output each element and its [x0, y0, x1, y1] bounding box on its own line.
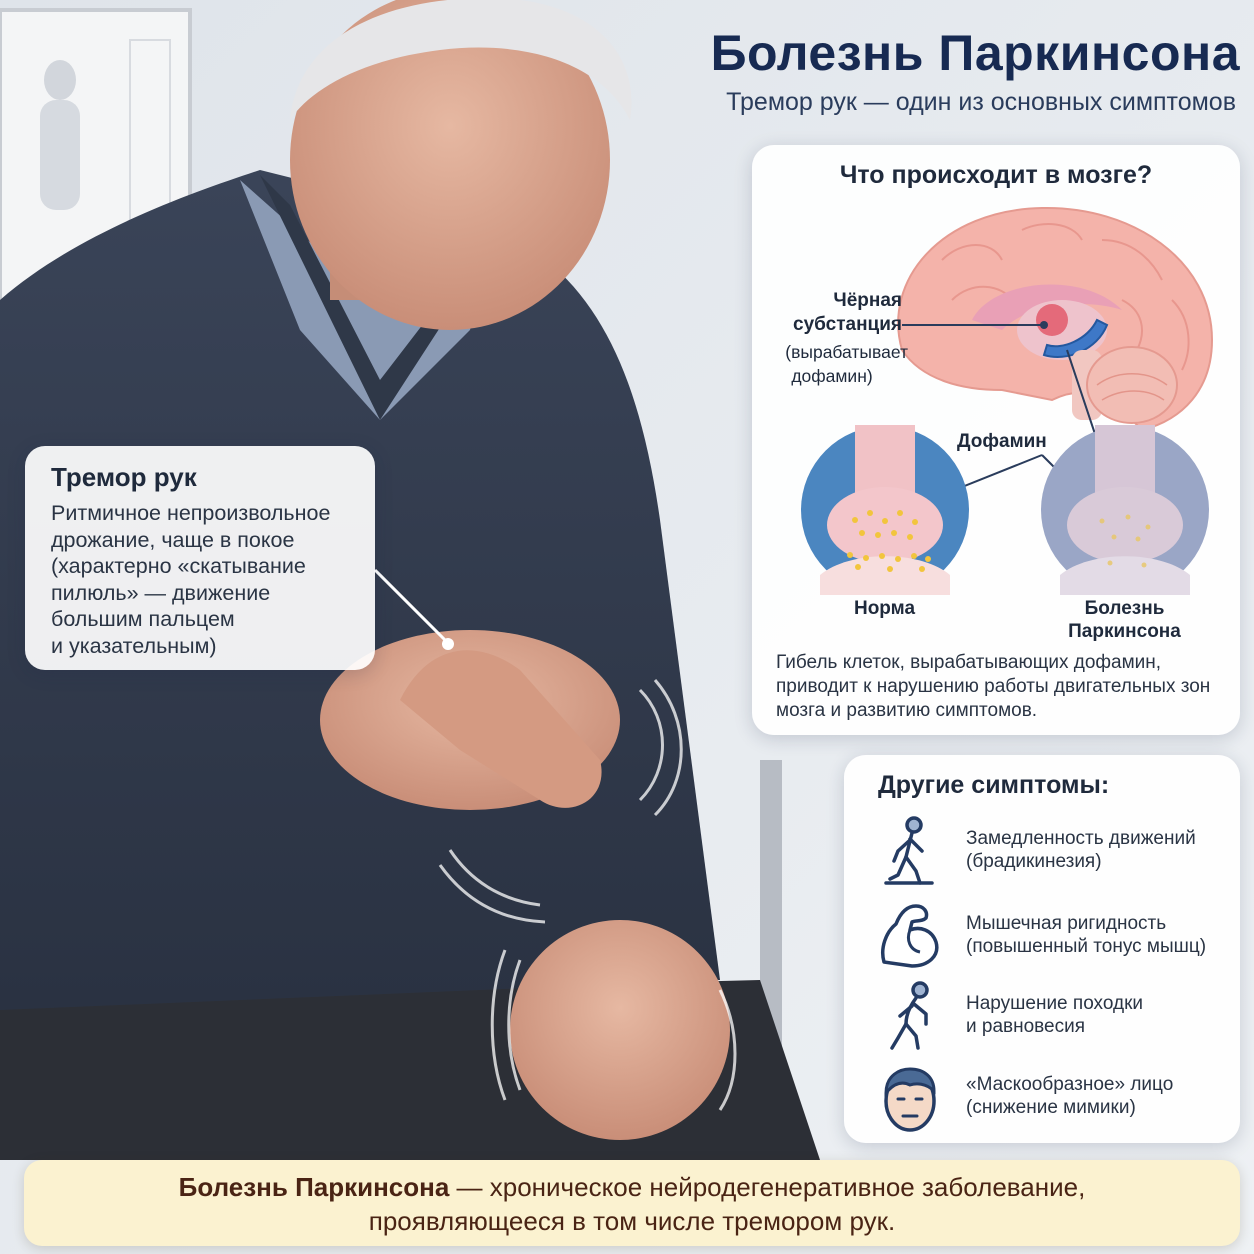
symptom-item [844, 980, 1240, 1058]
slow-walking-person-icon [876, 815, 946, 889]
tremor-info-card [25, 446, 375, 670]
brain-panel-heading: Что происходит в мозге? [839, 161, 1153, 189]
substantia-note-1: (вырабатывает [785, 342, 908, 362]
symptom-item [844, 815, 1240, 893]
footer-rest: — хроническое нейродегенеративное заболевание, [449, 1172, 1086, 1202]
substantia-label-2: субстанция [793, 314, 902, 335]
tremor-card-description [51, 500, 361, 659]
tremor-line-1: Ритмичное непроизвольное [51, 501, 331, 525]
other-symptoms-panel [844, 755, 1240, 1143]
brain-caption-line-2: приводит к нарушению работы двигательных зон [776, 676, 1211, 697]
masked-face-icon [876, 1061, 946, 1135]
symptom-item [844, 1061, 1240, 1139]
footer-summary [24, 1160, 1240, 1246]
symptom-line-2: (брадикинезия) [966, 851, 1102, 872]
page-subtitle: Тремор рук — один из основных симптомов [726, 88, 1236, 116]
parkinson-synapse-illustration [1040, 425, 1210, 595]
normal-label: Норма [853, 598, 916, 619]
symptoms-heading: Другие симптомы: [878, 771, 1110, 799]
footer-line-2: проявляющееся в том числе тремором рук. [368, 1206, 896, 1236]
symptom-line-1: Мышечная ригидность [966, 913, 1167, 934]
symptom-line-1: Нарушение походки [966, 993, 1143, 1014]
brain-caption [776, 651, 1226, 723]
symptom-line-2: и равновесия [966, 1016, 1086, 1037]
substantia-note-2: дофамин) [791, 366, 873, 386]
tremor-line-2: дрожание, чаще в покое [51, 527, 295, 552]
brain-caption-line-3: мозга и развитию симптомов. [776, 700, 1038, 721]
disease-label-1: Болезнь [1084, 598, 1165, 619]
stooped-walking-person-icon [876, 980, 946, 1054]
brain-caption-line-1: Гибель клеток, вырабатывающих дофамин, [776, 652, 1162, 673]
tremor-card-title: Тремор рук [51, 462, 197, 492]
disease-label-2: Паркинсона [1068, 621, 1181, 642]
symptom-line-1: «Маскообразное» лицо [966, 1074, 1174, 1095]
footer-bold: Болезнь Паркинсона [178, 1172, 450, 1202]
substantia-label-1: Чёрная [833, 290, 902, 311]
brain-panel [752, 145, 1240, 735]
normal-synapse-illustration [800, 425, 970, 595]
dopamine-label: Дофамин [957, 431, 1047, 452]
tremor-line-6: и указательным) [51, 633, 217, 658]
symptom-item [844, 900, 1240, 978]
flexed-arm-muscle-icon [876, 900, 946, 974]
tremor-line-3: (характерно «скатывание [51, 554, 306, 578]
symptom-line-2: (снижение мимики) [966, 1097, 1136, 1118]
symptom-line-2: (повышенный тонус мышц) [966, 936, 1207, 957]
footer-line-1 [24, 1172, 1240, 1203]
tremor-line-4: пилюль» — движение [51, 580, 271, 605]
page-title: Болезнь Паркинсона [710, 25, 1240, 81]
symptom-line-1: Замедленность движений [966, 828, 1196, 849]
tremor-line-5: большим пальцем [51, 607, 235, 631]
